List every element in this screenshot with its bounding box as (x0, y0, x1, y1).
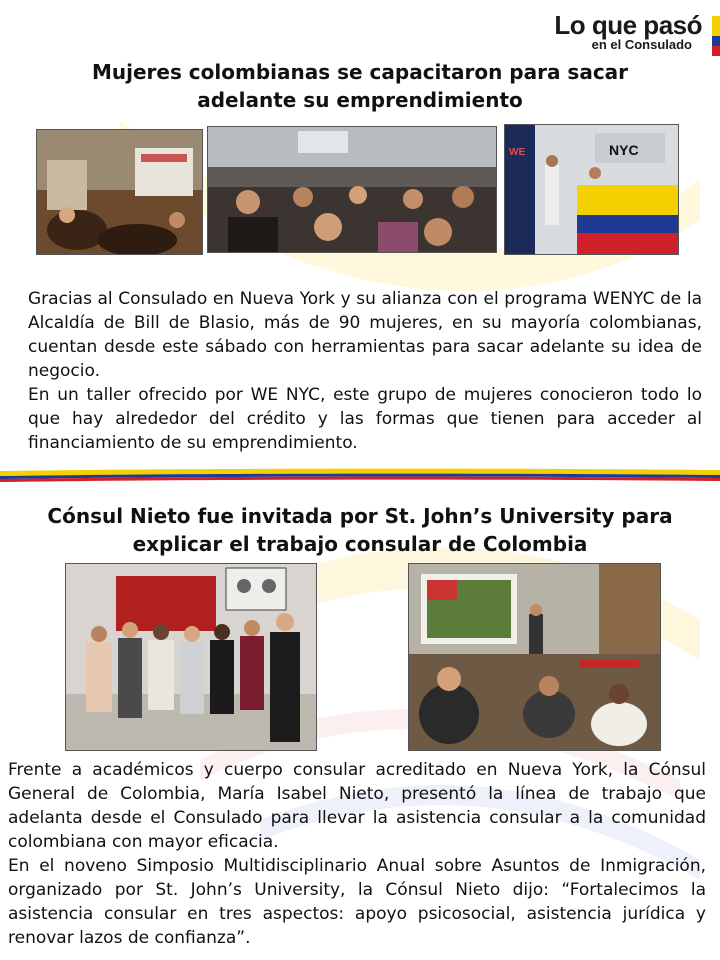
symposium-photo (408, 563, 661, 751)
section2-title: Cónsul Nieto fue invitada por St. John’s University para explicar el trabajo consular de Colombia (47, 504, 673, 556)
logo-flag-bar (712, 16, 720, 56)
section2-body (8, 758, 706, 950)
nyc-sign-text: NYC (609, 142, 639, 158)
flag-divider-stripe (0, 468, 720, 482)
logo-subtitle: en el Consulado (591, 37, 692, 52)
group-photo (65, 563, 317, 751)
workshop-photo-2 (207, 126, 497, 253)
logo-title: Lo que pasó (554, 10, 702, 40)
section1-body (28, 287, 702, 455)
section1-paragraph-1: Gracias al Consulado en Nueva York y su alianza con el programa WENYC de la Alcaldía de Bill de Blasio, más de 90 mujeres, en su mayoría colombianas, cuentan desde este sábado con herramientas para sacar adelante su idea de negocio. (28, 289, 702, 381)
section2-paragraph-1: Frente a académicos y cuerpo consular acreditado en Nueva York, la Cónsul General de Colombia, María Isabel Nieto, presentó la línea de trabajo que adelanta desde el Consulado para llevar la asistencia consular a la comunidad colombiana con mayor eficacia. (8, 760, 706, 852)
workshop-photo-1 (36, 129, 203, 255)
section1-paragraph-2: En un taller ofrecido por WE NYC, este grupo de mujeres conocieron todo lo que hay alrededor del crédito y las formas que tienen para acceder al financiamiento de su emprendimiento. (28, 385, 702, 453)
section2-paragraph-2: En el noveno Simposio Multidisciplinario Anual sobre Asuntos de Inmigración, organizado por St. John’s University, la Cónsul Nieto dijo: “Fortalecimos la asistencia consular en tres aspectos: apoyo psicosocial, asistencia jurídica y renovar lazos de confianza”. (8, 856, 706, 948)
workshop-photo-3 (504, 124, 679, 255)
section1-title: Mujeres colombianas se capacitaron para sacar adelante su emprendimiento (91, 60, 629, 112)
consulate-logo (554, 12, 702, 52)
banner-text: WE (509, 147, 526, 158)
